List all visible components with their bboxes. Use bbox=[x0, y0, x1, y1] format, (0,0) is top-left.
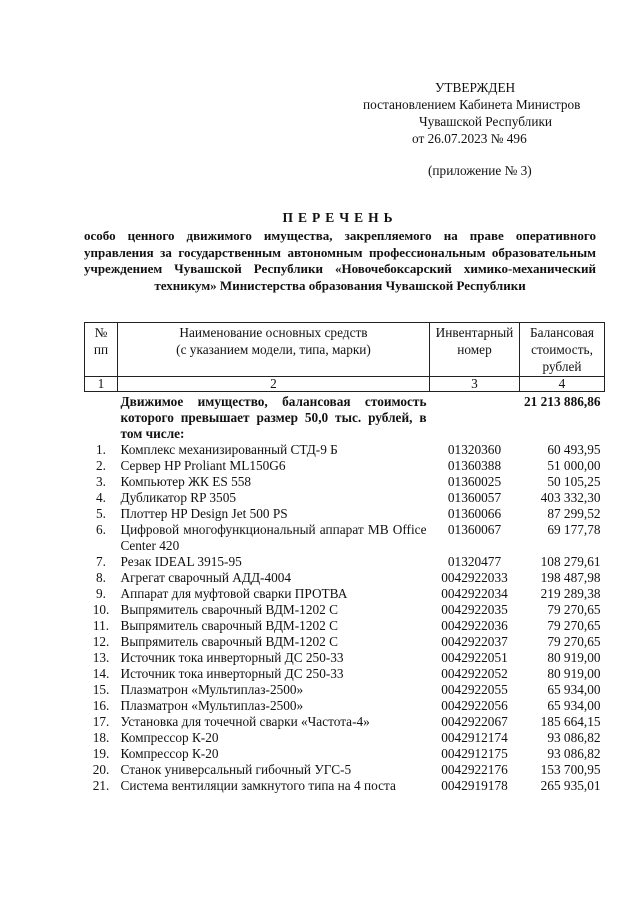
row-number: 8. bbox=[96, 570, 106, 585]
group-total: 21 213 886,86 bbox=[524, 394, 601, 409]
inventory-number: 0042922055 bbox=[441, 682, 508, 697]
header-name: Наименование основных средств (с указанием модели, типа, марки) bbox=[118, 323, 430, 377]
table-row bbox=[85, 682, 605, 698]
row-number: 16. bbox=[92, 698, 110, 713]
row-number: 15. bbox=[92, 682, 110, 697]
balance-value: 87 299,52 bbox=[547, 506, 601, 521]
asset-name: Плоттер HP Design Jet 500 PS bbox=[120, 506, 288, 521]
row-number: 11. bbox=[92, 618, 110, 633]
asset-name: Система вентиляции замкнутого типа на 4 поста bbox=[120, 778, 396, 793]
balance-value: 65 934,00 bbox=[547, 698, 601, 713]
inventory-number: 01320477 bbox=[447, 554, 502, 569]
approval-stamp: УТВЕРЖДЕН bbox=[435, 80, 516, 95]
row-number: 2. bbox=[96, 458, 106, 473]
asset-name: Комплекс механизированный СТД-9 Б bbox=[120, 442, 338, 457]
balance-value: 79 270,65 bbox=[547, 618, 601, 633]
inventory-number: 0042922036 bbox=[441, 618, 508, 633]
table-row bbox=[85, 778, 605, 794]
approval-line-decree: постановлением Кабинета Министров bbox=[363, 97, 581, 112]
row-number: 4. bbox=[96, 490, 106, 505]
row-number: 19. bbox=[92, 746, 110, 761]
balance-value: 153 700,95 bbox=[540, 762, 601, 777]
table-row bbox=[85, 650, 605, 666]
group-name: Движимое имущество, балансовая стоимость которого превышает размер 50,0 тыс. рублей, в том числе: bbox=[120, 394, 427, 441]
inventory-number: 01360066 bbox=[447, 506, 502, 521]
asset-name: Компьютер ЖК ES 558 bbox=[120, 474, 252, 489]
row-number: 20. bbox=[92, 762, 110, 777]
balance-value: 403 332,30 bbox=[540, 490, 601, 505]
inventory-number: 01360057 bbox=[447, 490, 502, 505]
asset-name: Компрессор К-20 bbox=[120, 730, 219, 745]
inventory-number: 0042922176 bbox=[441, 762, 508, 777]
asset-name: Источник тока инверторный ДС 250-33 bbox=[120, 666, 344, 681]
column-number: 1 bbox=[85, 377, 118, 392]
column-number: 3 bbox=[430, 377, 520, 392]
header-value: Балансовая стоимость, рублей bbox=[520, 323, 605, 377]
column-number-row bbox=[85, 377, 605, 392]
balance-value: 219 289,38 bbox=[540, 586, 601, 601]
table-row bbox=[85, 474, 605, 490]
document-subtitle: особо ценного движимого имущества, закрепляемого на праве оперативного управления за государственным автономным профессиональным образовательным учреждением Чувашской Республики «Новочебоксарский химико-механический техникум» Министерства образования Чувашской Республики bbox=[84, 228, 596, 293]
asset-name: Сервер HP Proliant ML150G6 bbox=[120, 458, 286, 473]
header-num: № пп bbox=[85, 323, 118, 377]
asset-name: Плазматрон «Мультиплаз-2500» bbox=[120, 698, 304, 713]
asset-name: Выпрямитель сварочный ВДМ-1202 С bbox=[120, 634, 338, 649]
balance-value: 60 493,95 bbox=[547, 442, 601, 457]
table-row bbox=[85, 554, 605, 570]
table-row bbox=[85, 634, 605, 650]
inventory-number: 0042922033 bbox=[441, 570, 508, 585]
balance-value: 198 487,98 bbox=[540, 570, 601, 585]
asset-name: Установка для точечной сварки «Частота-4» bbox=[120, 714, 370, 729]
appendix-label: (приложение № 3) bbox=[428, 163, 532, 178]
row-number: 6. bbox=[96, 522, 106, 537]
row-number: 3. bbox=[96, 474, 106, 489]
row-number: 13. bbox=[92, 650, 110, 665]
balance-value: 265 935,01 bbox=[540, 778, 601, 793]
balance-value: 50 105,25 bbox=[547, 474, 601, 489]
asset-name: Дубликатор RP 3505 bbox=[120, 490, 236, 505]
table-row bbox=[85, 506, 605, 522]
row-number: 12. bbox=[92, 634, 110, 649]
balance-value: 69 177,78 bbox=[547, 522, 601, 537]
table-row bbox=[85, 490, 605, 506]
row-number: 18. bbox=[92, 730, 110, 745]
table-row bbox=[85, 442, 605, 458]
table-row bbox=[85, 522, 605, 554]
row-number: 14. bbox=[92, 666, 110, 681]
table-row bbox=[85, 698, 605, 714]
column-number: 4 bbox=[520, 377, 605, 392]
inventory-number: 0042922035 bbox=[441, 602, 508, 617]
table-row bbox=[85, 746, 605, 762]
asset-name: Станок универсальный гибочный УГС-5 bbox=[120, 762, 352, 777]
inventory-number: 01360025 bbox=[447, 474, 502, 489]
table-row bbox=[85, 586, 605, 602]
asset-name: Выпрямитель сварочный ВДМ-1202 С bbox=[120, 618, 338, 633]
assets-table bbox=[84, 322, 605, 794]
balance-value: 93 086,82 bbox=[547, 730, 601, 745]
inventory-number: 01360067 bbox=[447, 522, 502, 537]
inventory-number: 0042922051 bbox=[441, 650, 508, 665]
row-number: 17. bbox=[92, 714, 110, 729]
row-number: 10. bbox=[92, 602, 110, 617]
asset-name: Агрегат сварочный АДД-4004 bbox=[120, 570, 292, 585]
balance-value: 93 086,82 bbox=[547, 746, 601, 761]
table-header-row bbox=[85, 323, 605, 377]
header-inventory: Инвентарный номер bbox=[430, 323, 520, 377]
balance-value: 79 270,65 bbox=[547, 634, 601, 649]
inventory-number: 0042922052 bbox=[441, 666, 508, 681]
inventory-number: 0042912174 bbox=[441, 730, 508, 745]
asset-name: Компрессор К-20 bbox=[120, 746, 219, 761]
inventory-number: 0042912175 bbox=[441, 746, 508, 761]
group-row bbox=[85, 392, 605, 443]
row-number: 5. bbox=[96, 506, 106, 521]
inventory-number: 0042922067 bbox=[441, 714, 508, 729]
asset-name: Аппарат для муфтовой сварки ПРОТВА bbox=[120, 586, 348, 601]
table-row bbox=[85, 602, 605, 618]
row-number: 21. bbox=[92, 778, 110, 793]
table-row bbox=[85, 666, 605, 682]
asset-name: Выпрямитель сварочный ВДМ-1202 С bbox=[120, 602, 338, 617]
balance-value: 80 919,00 bbox=[547, 666, 601, 681]
balance-value: 65 934,00 bbox=[547, 682, 601, 697]
inventory-number: 01320360 bbox=[447, 442, 502, 457]
asset-name: Резак IDEAL 3915-95 bbox=[120, 554, 242, 569]
approval-line-date: от 26.07.2023 № 496 bbox=[412, 131, 527, 146]
document-title: ПЕРЕЧЕНЬ bbox=[282, 210, 398, 225]
approval-line-republic: Чувашской Республики bbox=[419, 114, 553, 129]
asset-name: Цифровой многофункциональный аппарат MB Office Center 420 bbox=[120, 522, 427, 553]
title-block bbox=[84, 210, 596, 294]
balance-value: 51 000,00 bbox=[547, 458, 601, 473]
inventory-number: 0042922056 bbox=[441, 698, 508, 713]
column-number: 2 bbox=[118, 377, 430, 392]
row-number: 7. bbox=[96, 554, 106, 569]
row-number: 1. bbox=[96, 442, 106, 457]
table-row bbox=[85, 458, 605, 474]
inventory-number: 0042922034 bbox=[441, 586, 508, 601]
inventory-number: 0042922037 bbox=[441, 634, 508, 649]
inventory-number: 0042919178 bbox=[441, 778, 508, 793]
balance-value: 79 270,65 bbox=[547, 602, 601, 617]
inventory-number: 01360388 bbox=[447, 458, 502, 473]
row-number: 9. bbox=[96, 586, 106, 601]
balance-value: 185 664,15 bbox=[540, 714, 601, 729]
balance-value: 80 919,00 bbox=[547, 650, 601, 665]
table-row bbox=[85, 762, 605, 778]
asset-name: Источник тока инверторный ДС 250-33 bbox=[120, 650, 344, 665]
approval-block bbox=[0, 0, 640, 200]
asset-name: Плазматрон «Мультиплаз-2500» bbox=[120, 682, 304, 697]
table-row bbox=[85, 714, 605, 730]
balance-value: 108 279,61 bbox=[540, 554, 601, 569]
table-row bbox=[85, 730, 605, 746]
table-row bbox=[85, 618, 605, 634]
table-row bbox=[85, 570, 605, 586]
